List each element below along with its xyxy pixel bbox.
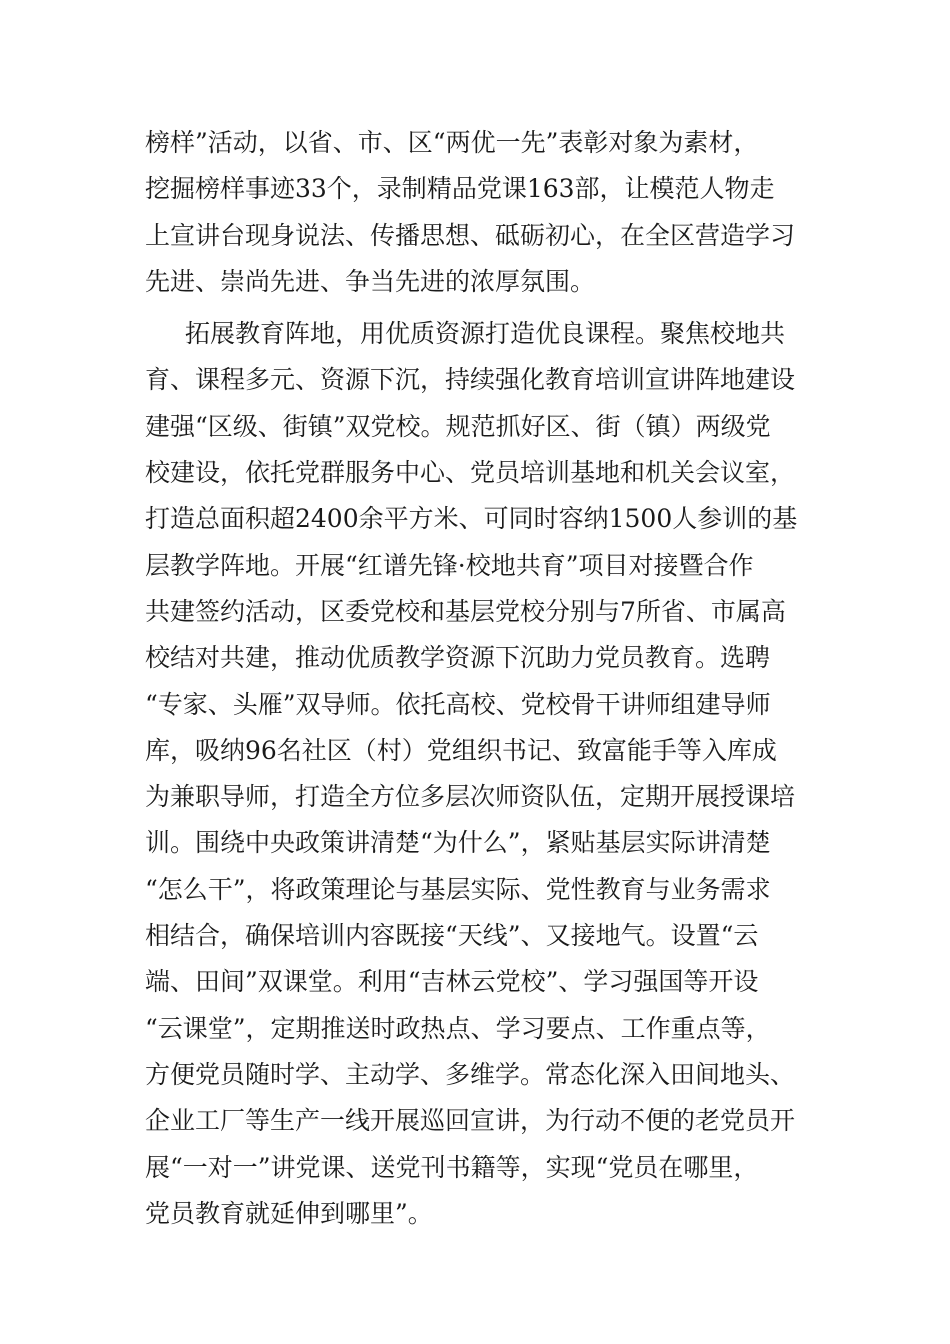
text-line: 库，吸纳96名社区（村）党组织书记、致富能手等入库成 — [145, 735, 777, 765]
paragraph-first-line: 拓展教育阵地，用优质资源打造优良课程。聚焦校地共 — [185, 319, 786, 349]
text-line: 端、田间”双课堂。利用“吉林云党校”、学习强国等开设 — [145, 967, 759, 997]
text-line: 训。围绕中央政策讲清楚“为什么”，紧贴基层实际讲清楚 — [145, 828, 771, 858]
text-line: 党员教育就延伸到哪里”。 — [145, 1198, 433, 1228]
text-line: 打造总面积超2400余平方米、可同时容纳1500人参训的基 — [145, 504, 798, 534]
text-line: “怎么干”，将政策理论与基层实际、党性教育与业务需求 — [145, 874, 771, 904]
body-text — [145, 120, 810, 1237]
text-line: 层教学阵地。开展“红谱先锋·校地共育”项目对接暨合作 — [145, 550, 754, 580]
text-line: 方便党员随时学、主动学、多维学。常态化深入田间地头、 — [145, 1059, 796, 1089]
text-line: “专家、头雁”双导师。依托高校、党校骨干讲师组建导师 — [145, 689, 771, 719]
text-line: 校建设，依托党群服务中心、党员培训基地和机关会议室， — [145, 458, 796, 488]
text-line: 建强“区级、街镇”双党校。规范抓好区、街（镇）两级党 — [145, 411, 771, 441]
text-line: 榜样”活动，以省、市、区“两优一先”表彰对象为素材， — [145, 128, 759, 157]
text-line: 先进、崇尚先进、争当先进的浓厚氛围。 — [145, 266, 596, 296]
text-line: 为兼职导师，打造全方位多层次师资队伍，定期开展授课培 — [145, 782, 796, 812]
text-line: 展“一对一”讲党课、送党刊书籍等，实现“党员在哪里， — [145, 1152, 759, 1182]
text-line: 挖掘榜样事迹33个，录制精品党课163部，让模范人物走 — [145, 174, 775, 204]
text-line: 校结对共建，推动优质教学资源下沉助力党员教育。选聘 — [145, 643, 771, 673]
text-line: 上宣讲台现身说法、传播思想、砥砺初心，在全区营造学习 — [145, 220, 796, 250]
text-line: 企业工厂等生产一线开展巡回宣讲，为行动不便的老党员开 — [145, 1106, 796, 1136]
text-line: 育、课程多元、资源下沉，持续强化教育培训宣讲阵地建设 — [145, 365, 796, 395]
text-line: 相结合，确保培训内容既接“天线”、又接地气。设置“云 — [145, 921, 759, 951]
text-line: 共建签约活动，区委党校和基层党校分别与7所省、市属高 — [145, 596, 786, 626]
text-line: “云课堂”，定期推送时政热点、学习要点、工作重点等， — [145, 1013, 771, 1043]
